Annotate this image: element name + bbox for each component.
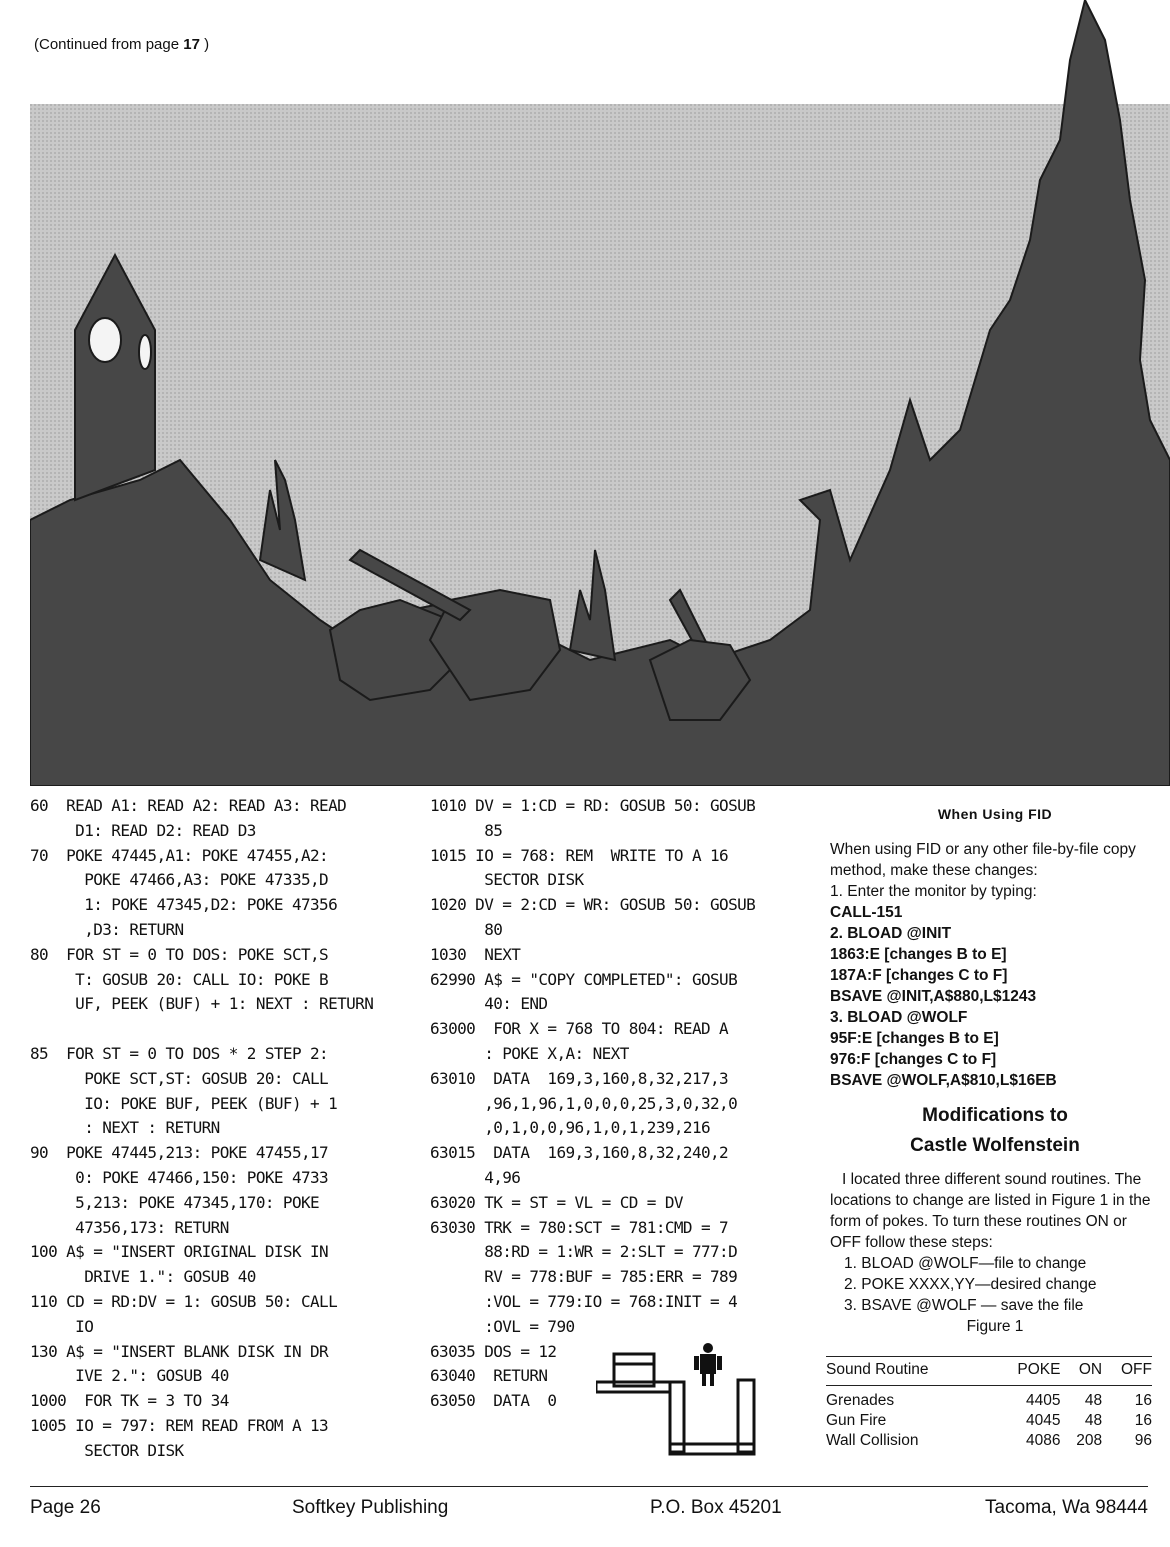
code-line: POKE 47466,A3: POKE 47335,D <box>30 870 329 890</box>
code-line: 63015 DATA 169,3,160,8,32,240,2 <box>430 1143 729 1163</box>
code-line: 63035 DOS = 12 <box>430 1341 557 1361</box>
code-line: DRIVE 1.": GOSUB 40 <box>30 1267 256 1287</box>
fid-step: 2. BLOAD @INIT <box>830 925 952 942</box>
table-cell: 16 <box>1134 1412 1152 1429</box>
fid-step: 187A:F [changes C to F] <box>830 967 1008 984</box>
footer-box: P.O. Box 45201 <box>650 1497 782 1518</box>
code-line: 88:RD = 1:WR = 2:SLT = 777:D <box>430 1242 738 1262</box>
fid-step: CALL-151 <box>830 904 903 921</box>
table-cell: Gun Fire <box>826 1412 887 1429</box>
table-cell: 48 <box>1084 1392 1103 1409</box>
table-cell: 96 <box>1134 1432 1152 1449</box>
table-row <box>826 1431 1152 1451</box>
footer <box>30 1486 1148 1547</box>
code-line: 1010 DV = 1:CD = RD: GOSUB 50: GOSUB <box>430 796 756 815</box>
figure-label: Figure 1 <box>966 1318 1024 1335</box>
fid-step: BSAVE @WOLF,A$810,L$16EB <box>830 1072 1057 1089</box>
code-line: SECTOR DISK <box>430 870 584 890</box>
table-cell: 208 <box>1076 1432 1103 1449</box>
code-line: IVE 2.": GOSUB 40 <box>30 1366 229 1386</box>
footer-city: Tacoma, Wa 98444 <box>985 1497 1148 1518</box>
code-line: :OVL = 790 <box>430 1316 575 1336</box>
code-line: IO <box>30 1316 94 1336</box>
table-cell: 4045 <box>1025 1412 1061 1429</box>
table-header: ON <box>1060 1357 1102 1386</box>
code-line <box>30 1017 420 1042</box>
castle-wolfenstein-illustration <box>30 0 1170 786</box>
code-line: 1030 NEXT <box>430 944 521 964</box>
code-line: 0: POKE 47466,150: POKE 4733 <box>30 1167 329 1187</box>
code-line: 60 READ A1: READ A2: READ A3: READ <box>30 796 347 815</box>
table-cell: Wall Collision <box>826 1432 919 1449</box>
code-line: D1: READ D2: READ D3 <box>30 820 256 840</box>
code-line: 1005 IO = 797: REM READ FROM A 13 <box>30 1415 329 1435</box>
game-sprite-graphic <box>596 1334 756 1456</box>
code-line: 70 POKE 47445,A1: POKE 47455,A2: <box>30 845 329 865</box>
code-line: 62990 A$ = "COPY COMPLETED": GOSUB <box>430 969 738 989</box>
code-line: 85 FOR ST = 0 TO DOS * 2 STEP 2: <box>30 1043 329 1063</box>
code-line: 80 <box>430 919 503 939</box>
fid-step: 3. BLOAD @WOLF <box>830 1009 968 1026</box>
code-line: 5,213: POKE 47345,170: POKE <box>30 1192 320 1212</box>
code-line: IO: POKE BUF, PEEK (BUF) + 1 <box>30 1093 338 1113</box>
fid-step: 95F:E [changes B to E] <box>830 1030 999 1047</box>
code-line: : NEXT : RETURN <box>30 1118 220 1138</box>
code-line: 110 CD = RD:DV = 1: GOSUB 50: CALL <box>30 1291 338 1311</box>
code-line: 4,96 <box>430 1167 521 1187</box>
code-line: ,0,1,0,0,96,1,0,1,239,216 <box>430 1118 711 1138</box>
sound-routine-table <box>826 1356 1152 1451</box>
fid-step: 1. Enter the monitor by typing: <box>830 883 1037 900</box>
fid-step: 976:F [changes C to F] <box>830 1051 997 1068</box>
fid-step: 1863:E [changes B to E] <box>830 946 1007 963</box>
code-line: 1015 IO = 768: REM WRITE TO A 16 <box>430 845 729 865</box>
code-line: 85 <box>430 820 503 840</box>
code-listing-middle <box>430 794 770 1414</box>
code-line: POKE SCT,ST: GOSUB 20: CALL <box>30 1068 329 1088</box>
code-line: T: GOSUB 20: CALL IO: POKE B <box>30 969 329 989</box>
modification-step: 2. POKE XXXX,YY—desired change <box>844 1276 1097 1293</box>
table-cell: 16 <box>1134 1392 1152 1409</box>
modifications-paragraph: I located three different sound routines. The locations to change are listed in Figure 1 in the form of pokes. To turn these routines ON or OFF follow these steps: <box>830 1171 1151 1251</box>
footer-page: Page 26 <box>30 1497 101 1518</box>
code-line: : POKE X,A: NEXT <box>430 1043 629 1063</box>
code-line: 40: END <box>430 994 548 1014</box>
modification-step: 3. BSAVE @WOLF — save the file <box>844 1297 1084 1314</box>
clock-face <box>89 318 121 362</box>
table-header: POKE <box>991 1357 1060 1386</box>
modifications-title-1: Modifications to <box>922 1105 1068 1126</box>
code-line: 1: POKE 47345,D2: POKE 47356 <box>30 895 338 915</box>
code-line: 63010 DATA 169,3,160,8,32,217,3 <box>430 1068 729 1088</box>
code-line: 1000 FOR TK = 3 TO 34 <box>30 1391 229 1411</box>
code-line: 1020 DV = 2:CD = WR: GOSUB 50: GOSUB <box>430 895 756 915</box>
sidebar <box>830 800 1160 1337</box>
fid-heading: When Using FID <box>937 806 1053 822</box>
code-line: 63020 TK = ST = VL = CD = DV <box>430 1192 683 1212</box>
code-line: 90 POKE 47445,213: POKE 47455,17 <box>30 1143 329 1163</box>
code-line: ,D3: RETURN <box>30 919 184 939</box>
code-line: SECTOR DISK <box>30 1440 184 1460</box>
table-row <box>826 1411 1152 1431</box>
table-header: Sound Routine <box>826 1357 991 1386</box>
code-line: 130 A$ = "INSERT BLANK DISK IN DR <box>30 1341 329 1361</box>
code-line: RV = 778:BUF = 785:ERR = 789 <box>430 1267 738 1287</box>
table-cell: 4086 <box>1025 1432 1061 1449</box>
code-line: ,96,1,96,1,0,0,0,25,3,0,32,0 <box>430 1093 738 1113</box>
fid-steps <box>830 881 1160 1091</box>
code-line: 100 A$ = "INSERT ORIGINAL DISK IN <box>30 1242 329 1262</box>
table-header: OFF <box>1102 1357 1152 1386</box>
code-line: 63030 TRK = 780:SCT = 781:CMD = 7 <box>430 1217 729 1237</box>
table-row <box>826 1386 1152 1412</box>
modifications-steps <box>830 1253 1160 1316</box>
fid-step: BSAVE @INIT,A$880,L$1243 <box>830 988 1037 1005</box>
code-listing-left <box>30 794 420 1464</box>
table-cell: 48 <box>1084 1412 1103 1429</box>
code-line: 47356,173: RETURN <box>30 1217 229 1237</box>
table-cell: Grenades <box>826 1392 895 1409</box>
tower-window <box>139 335 151 369</box>
footer-publisher: Softkey Publishing <box>292 1497 449 1518</box>
continued-note: (Continued from page 17 ) <box>34 36 210 53</box>
code-line: UF, PEEK (BUF) + 1: NEXT : RETURN <box>30 994 374 1014</box>
code-line: 80 FOR ST = 0 TO DOS: POKE SCT,S <box>30 944 329 964</box>
fid-intro: When using FID or any other file-by-file copy method, make these changes: <box>830 841 1136 879</box>
code-line: :VOL = 779:IO = 768:INIT = 4 <box>430 1291 738 1311</box>
code-line: 63040 RETURN <box>430 1366 548 1386</box>
code-line: 63000 FOR X = 768 TO 804: READ A <box>430 1019 729 1039</box>
table-cell: 4405 <box>1025 1392 1061 1409</box>
code-line: 63050 DATA 0 <box>430 1391 557 1411</box>
modification-step: 1. BLOAD @WOLF—file to change <box>844 1255 1087 1272</box>
modifications-title-2: Castle Wolfenstein <box>910 1135 1080 1156</box>
